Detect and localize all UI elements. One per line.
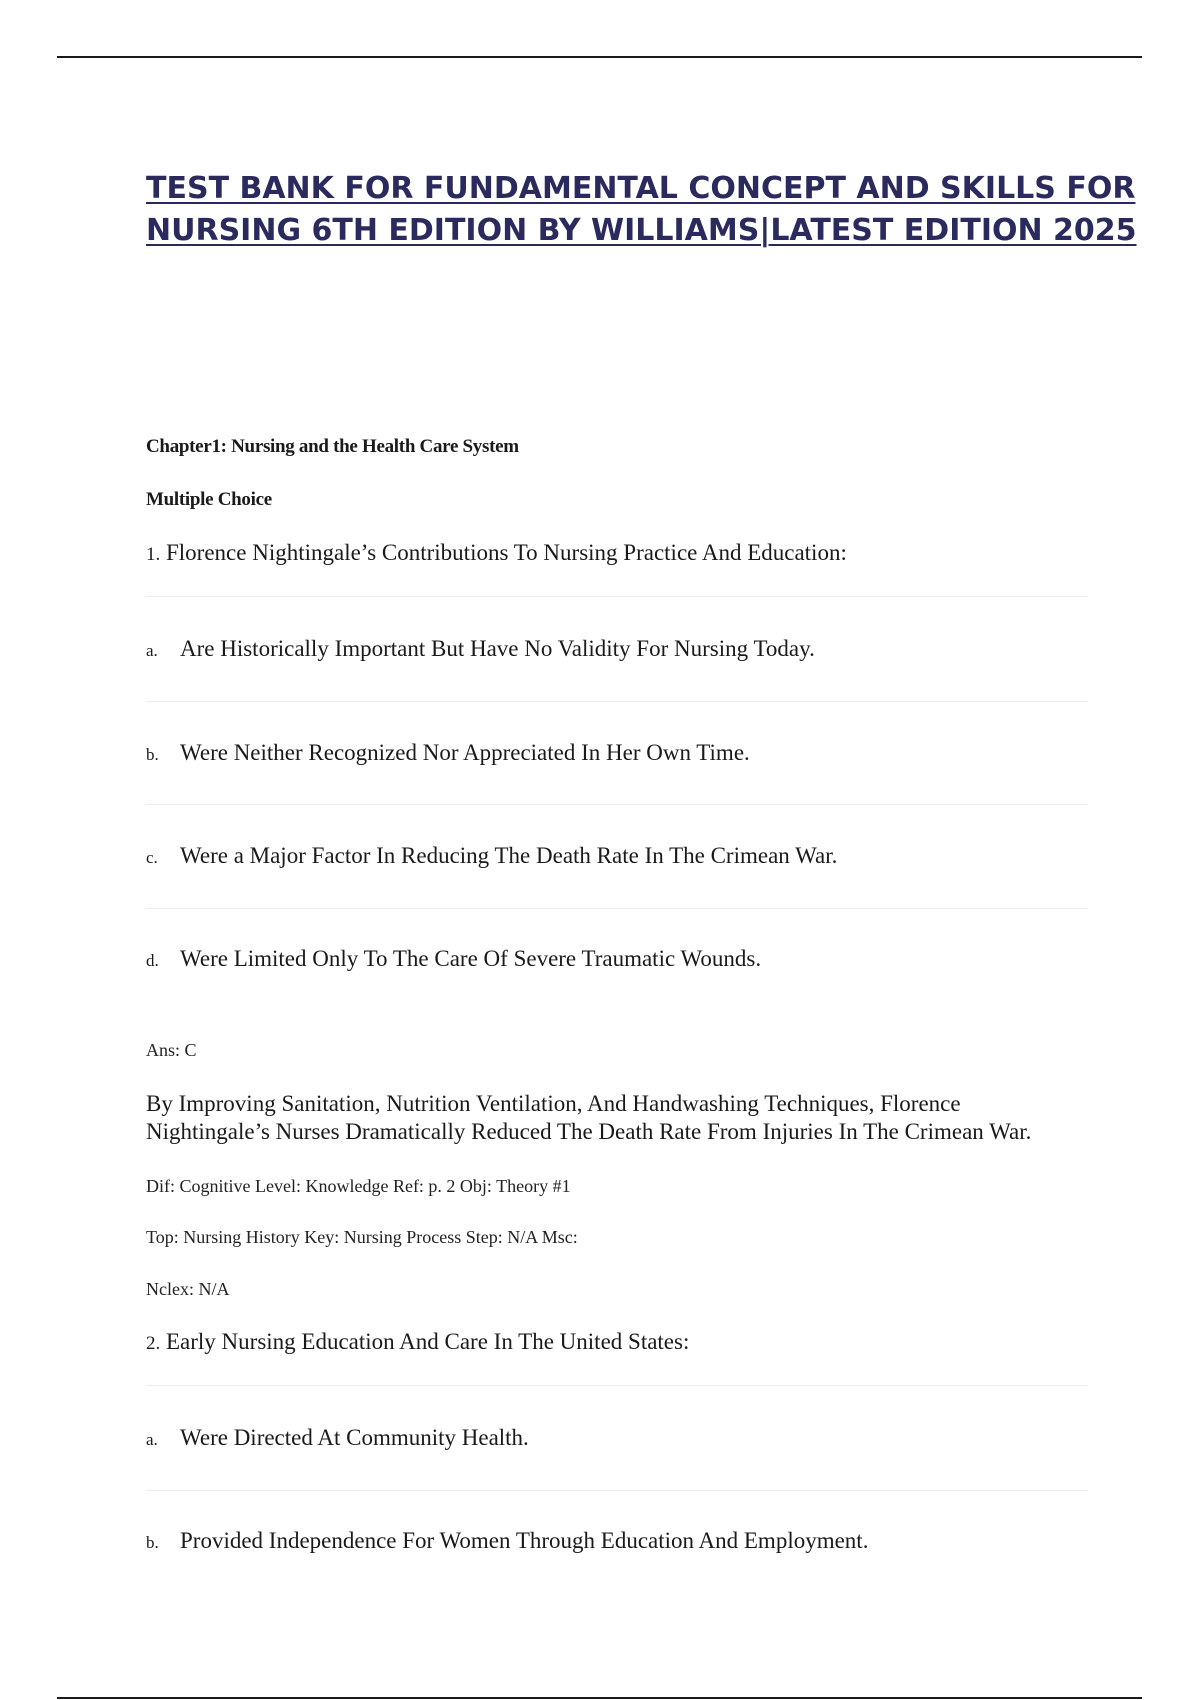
question-2-stem	[146, 1329, 689, 1355]
question-1-number: 1.	[146, 544, 161, 565]
option-letter: b.	[146, 1533, 159, 1552]
option-letter: c.	[146, 848, 158, 867]
rationale-line-1: By Improving Sanitation, Nutrition Ventilation, And Handwashing Techniques, Florence	[146, 1091, 961, 1116]
section-heading: Multiple Choice	[146, 489, 272, 510]
question-1-meta-topic: Top: Nursing History Key: Nursing Process Step: N/A Msc:	[146, 1227, 578, 1247]
question-2-option-a	[146, 1425, 529, 1451]
option-text: Were Limited Only To The Care Of Severe Traumatic Wounds.	[180, 946, 762, 971]
question-1-answer: Ans: C	[146, 1040, 197, 1060]
option-text: Were Directed At Community Health.	[180, 1425, 529, 1450]
option-letter: d.	[146, 951, 159, 970]
divider	[146, 701, 1088, 702]
top-rule	[57, 56, 1142, 58]
option-text: Are Historically Important But Have No Validity For Nursing Today.	[180, 636, 815, 661]
divider	[146, 908, 1088, 909]
document-title	[146, 168, 1137, 252]
question-1-rationale	[146, 1090, 1096, 1146]
option-letter: b.	[146, 745, 159, 764]
divider	[146, 804, 1088, 805]
option-letter: a.	[146, 1430, 158, 1449]
question-1-option-a	[146, 636, 815, 662]
title-line-1: TEST BANK FOR FUNDAMENTAL CONCEPT AND SKILLS FOR	[146, 171, 1136, 206]
question-2-option-b	[146, 1528, 868, 1554]
rationale-line-2: Nightingale’s Nurses Dramatically Reduced The Death Rate From Injuries In The Crimean War.	[146, 1119, 1032, 1144]
option-letter: a.	[146, 641, 158, 660]
question-2-number: 2.	[146, 1333, 161, 1354]
question-1-option-c	[146, 843, 837, 869]
divider	[146, 1490, 1088, 1491]
question-1-stem	[146, 540, 847, 566]
bottom-rule	[57, 1697, 1142, 1699]
question-2-text: Early Nursing Education And Care In The United States:	[166, 1329, 690, 1354]
title-line-2: NURSING 6TH EDITION BY WILLIAMS|LATEST EDITION 2025	[146, 213, 1137, 248]
question-1-option-b	[146, 740, 750, 766]
question-1-text: Florence Nightingale’s Contributions To Nursing Practice And Education:	[166, 540, 847, 565]
option-text: Provided Independence For Women Through Education And Employment.	[180, 1528, 869, 1553]
divider	[146, 1385, 1088, 1386]
option-text: Were Neither Recognized Nor Appreciated In Her Own Time.	[180, 740, 750, 765]
option-text: Were a Major Factor In Reducing The Death Rate In The Crimean War.	[180, 843, 838, 868]
question-1-meta-nclex: Nclex: N/A	[146, 1279, 230, 1299]
divider	[146, 596, 1088, 597]
chapter-heading: Chapter1: Nursing and the Health Care System	[146, 436, 519, 457]
question-1-option-d	[146, 946, 761, 972]
question-1-meta-difficulty: Dif: Cognitive Level: Knowledge Ref: p. 2 Obj: Theory #1	[146, 1176, 571, 1196]
